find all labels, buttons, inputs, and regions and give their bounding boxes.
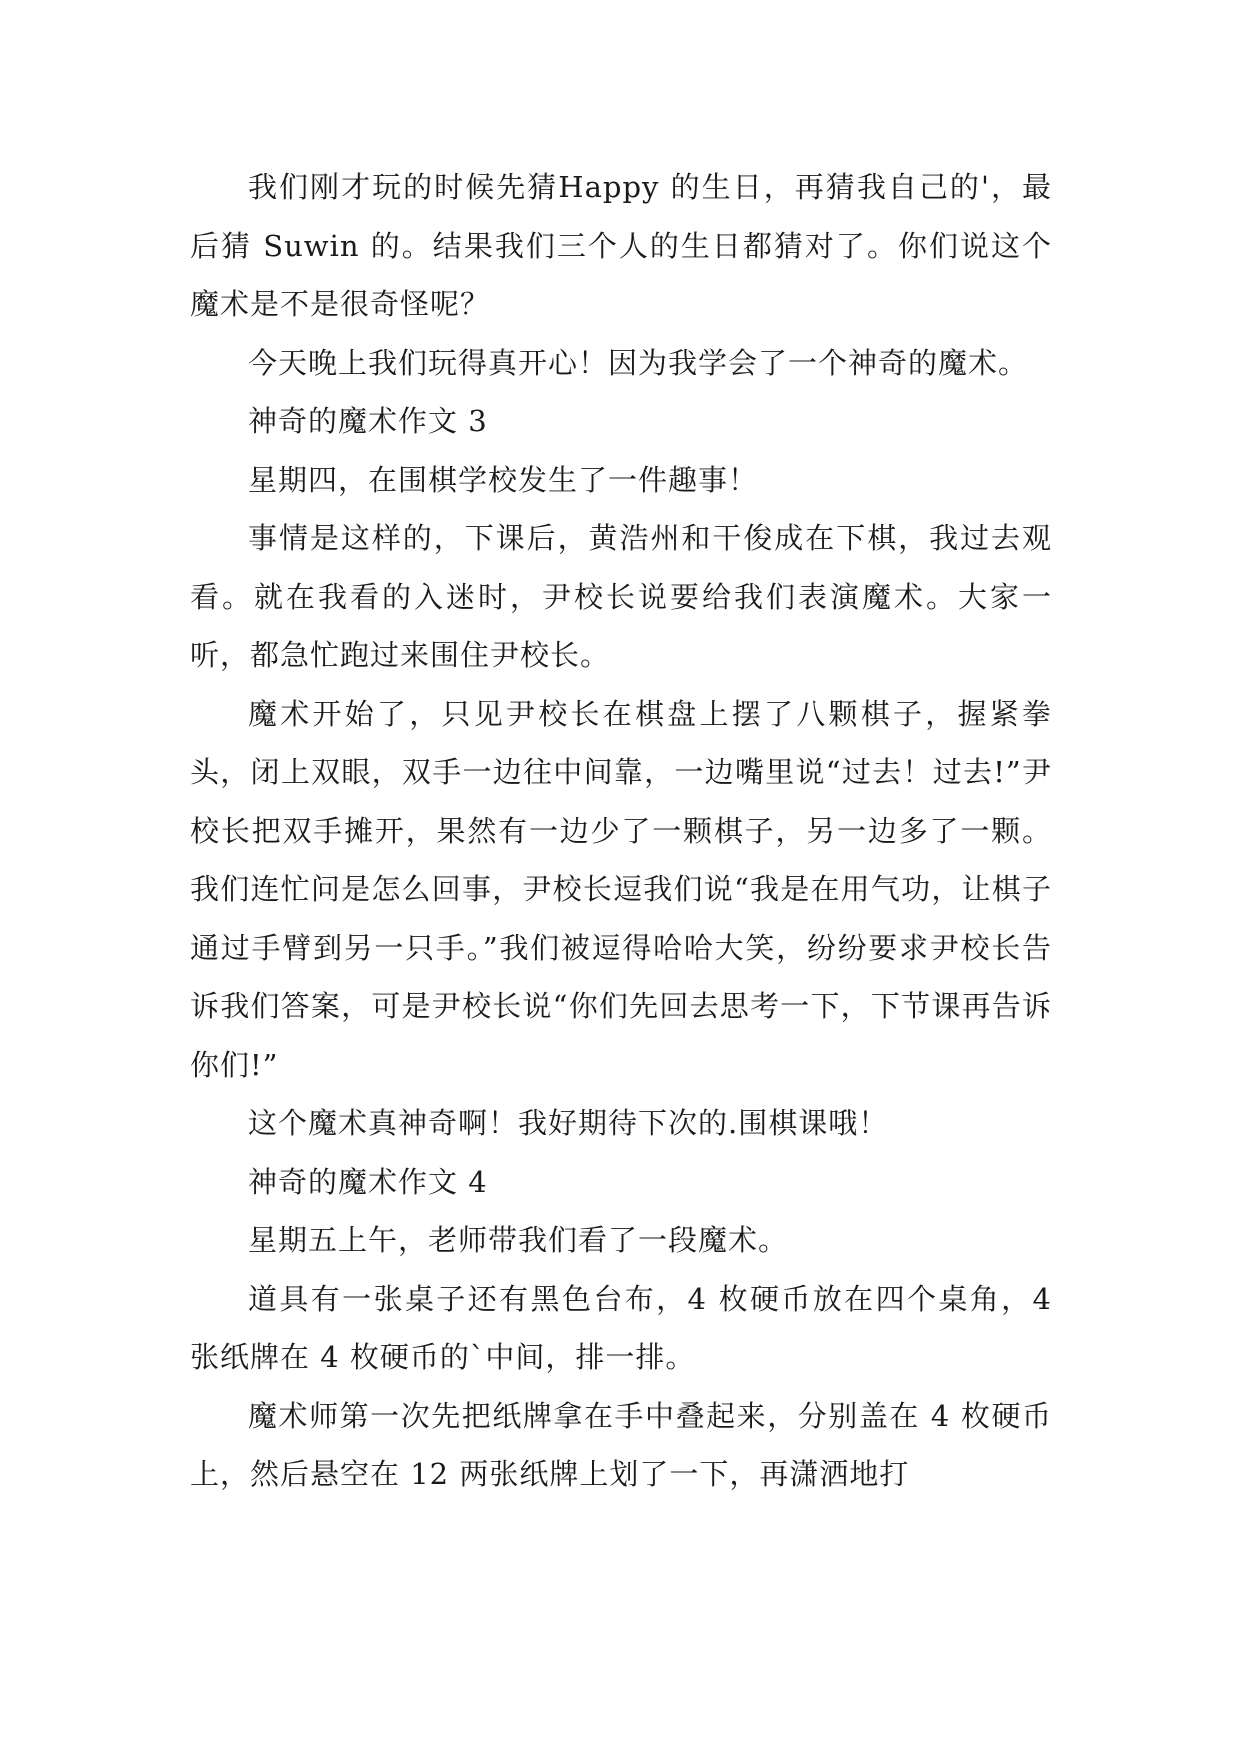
paragraph-magic-begins: 魔术开始了，只见尹校长在棋盘上摆了八颗棋子，握紧拳头，闭上双眼，双手一边往中间靠，一边嘴里说“过去！过去!”尹校长把双手摊开，果然有一边少了一颗棋子，另一边多了一颗。我们连忙问是怎么回事，尹校长逗我们说“我是在用气功，让棋子通过手臂到另一只手。”我们被逗得哈哈大笑，纷纷要求尹校长告诉我们答案，可是尹校长说“你们先回去思考一下，下节课再告诉你们!” [190, 696, 1052, 1082]
paragraph-friday: 星期五上午，老师带我们看了一段魔术。 [248, 1223, 789, 1257]
paragraph-birthday-guess: 我们刚才玩的时候先猜Happy 的生日，再猜我自己的'，最后猜 Suwin 的。结果我们三个人的生日都猜对了。你们说这个魔术是不是很奇怪呢？ [190, 170, 1052, 321]
paragraph-magic-amazing: 这个魔术真神奇啊！我好期待下次的.围棋课哦！ [248, 1106, 889, 1140]
essay-title-3: 神奇的魔术作文 3 [248, 404, 488, 438]
paragraph-happy-evening: 今天晚上我们玩得真开心！因为我学会了一个神奇的魔术。 [248, 345, 1029, 380]
paragraph-props: 道具有一张桌子还有黑色台布，4 枚硬币放在四个桌角，4 张纸牌在 4 枚硬币的`中间，排一排。 [190, 1281, 1052, 1374]
essay-title-4: 神奇的魔术作文 4 [248, 1164, 488, 1199]
paragraph-thursday: 星期四，在围棋学校发生了一件趣事！ [248, 462, 759, 497]
document-page [190, 158, 1052, 1504]
paragraph-magician-first: 魔术师第一次先把纸牌拿在手中叠起来，分别盖在 4 枚硬币上，然后悬空在 12 两张纸牌上划了一下，再潇洒地打 [190, 1398, 1052, 1491]
paragraph-after-class: 事情是这样的，下课后，黄浩州和干俊成在下棋，我过去观看。就在我看的入迷时，尹校长说要给我们表演魔术。大家一听，都急忙跑过来围住尹校长。 [190, 521, 1052, 672]
